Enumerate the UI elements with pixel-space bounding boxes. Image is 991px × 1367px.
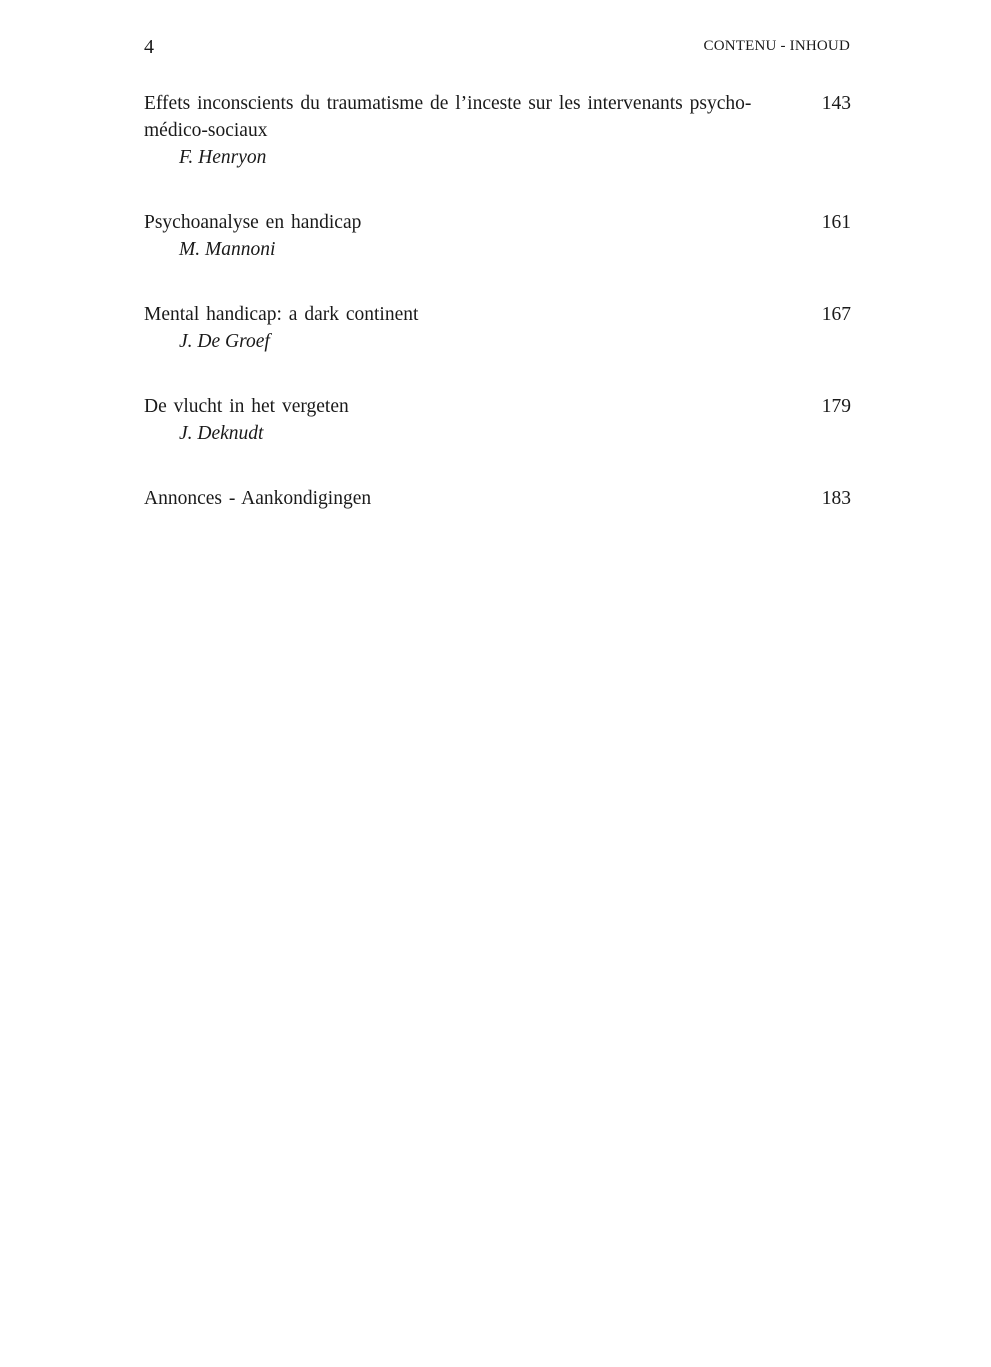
- toc-entry[interactable]: [144, 393, 851, 447]
- toc-entry-page: 161: [821, 212, 851, 233]
- toc-entry-title: Mental handicap: a dark continent: [144, 304, 419, 325]
- toc-entry-author: F. Henryon: [179, 147, 267, 168]
- toc-entry-title: De vlucht in het vergeten: [144, 396, 349, 417]
- toc-entry-title: Annonces - Aankondigingen: [144, 488, 372, 509]
- page-number: 4: [144, 36, 154, 58]
- toc-entry-page: 179: [821, 396, 851, 417]
- toc-entry[interactable]: [144, 485, 851, 512]
- toc-entry-author: J. Deknudt: [179, 423, 264, 444]
- toc-entry-page: 167: [821, 304, 851, 325]
- toc-entry-author: J. De Groef: [179, 331, 270, 352]
- running-head: CONTENU - INHOUD: [703, 38, 850, 54]
- toc-entry-title: Effets inconscients du traumatisme de l’inceste sur les intervenants psycho-médico-sociaux: [144, 93, 752, 141]
- table-of-contents: [144, 90, 851, 550]
- toc-entry[interactable]: [144, 301, 851, 355]
- toc-entry-author: M. Mannoni: [179, 239, 276, 260]
- toc-entry[interactable]: [144, 90, 851, 171]
- toc-entry-title: Psychoanalyse en handicap: [144, 212, 362, 233]
- toc-entry[interactable]: [144, 209, 851, 263]
- toc-entry-page: 143: [821, 93, 851, 114]
- toc-entry-page: 183: [821, 488, 851, 509]
